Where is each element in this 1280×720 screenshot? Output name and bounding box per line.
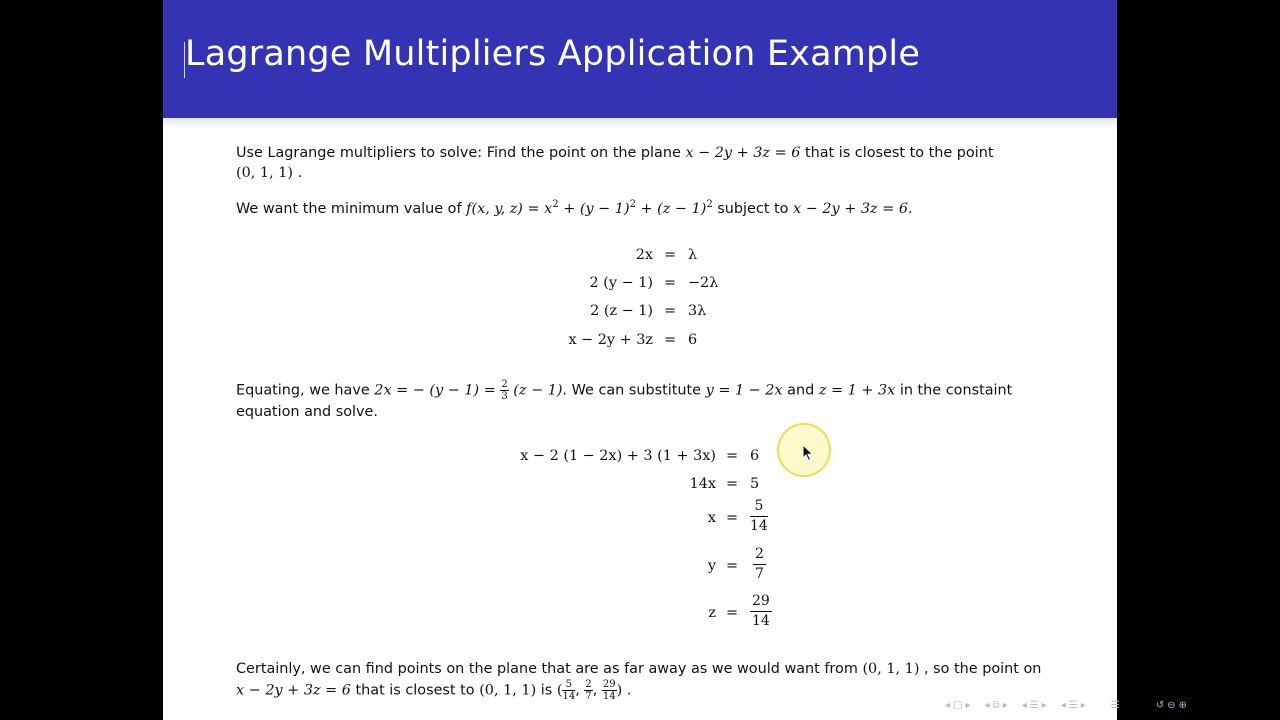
conclusion-plane: x − 2y + 3z = 6 xyxy=(236,682,351,699)
fraction-numerator: 5 xyxy=(750,498,768,517)
conclusion-paragraph: Certainly, we can find points on the plane that are as far away as we would want from (0, 1, 1) , so the point on x − 2y + 3z = 6 that is closest to (0, 1, 1) is ( $\frac{5}{14}$ , $\frac{2}{7}$ , $\frac{29}{14}$ ) . xyxy=(236,661,1042,702)
conclusion-mid: that is closest to xyxy=(355,682,475,699)
system-row xyxy=(163,247,1117,267)
fraction-denominator: 14 xyxy=(562,691,576,702)
solution-rhs: 6 xyxy=(750,448,760,464)
fraction-denominator: 7 xyxy=(585,691,592,702)
nav-prev-section-icon[interactable]: ◂ xyxy=(1060,700,1066,711)
solution-rhs: 5 xyxy=(750,476,760,492)
solution-row xyxy=(163,448,1117,468)
header-shadow xyxy=(163,118,1117,128)
fraction-numerator: 29 xyxy=(602,679,616,690)
objective-exp1: 2 xyxy=(552,199,559,210)
solution-lhs: x xyxy=(707,510,716,526)
fraction-denominator: 7 xyxy=(755,566,764,582)
conclusion-point2: (0, 1, 1) xyxy=(479,682,537,699)
equating-sub1: y = 1 − 2x xyxy=(705,382,783,399)
system-rel: = xyxy=(664,332,677,348)
nav-document-icon[interactable]: ☰ xyxy=(1110,700,1120,711)
objective-eq: = xyxy=(527,201,540,217)
problem-point: (0, 1, 1) xyxy=(236,165,293,181)
equating-tail: in the constaint xyxy=(899,382,1013,399)
system-lhs: 2x xyxy=(635,247,653,263)
equating-expr2: (z − 1) xyxy=(513,382,563,399)
solution-lhs: x − 2 (1 − 2x) + 3 (1 + 3x) xyxy=(520,448,716,464)
nav-zoom-out-icon[interactable]: ⊖ xyxy=(1167,700,1176,711)
system-rel: = xyxy=(664,275,677,291)
fraction-denominator: 14 xyxy=(752,613,770,629)
fraction-numerator: 5 xyxy=(562,679,575,691)
equating-lead: Equating, we have xyxy=(236,382,370,399)
nav-slide-icon[interactable]: □ xyxy=(953,700,963,711)
nav-zoom-in-icon[interactable]: ⊕ xyxy=(1178,700,1187,711)
solution-rel: = xyxy=(726,510,739,526)
solution-fraction xyxy=(750,498,768,535)
equating-sub2: z = 1 + 3x xyxy=(818,382,896,399)
objective-constraint: x − 2y + 3z = 6. xyxy=(793,201,913,217)
equating-expr1: 2x = − (y − 1) = xyxy=(374,382,496,399)
nav-prev-frame-icon[interactable]: ◂ xyxy=(984,700,990,711)
fraction-numerator: 2 xyxy=(753,546,766,565)
solution-rel: = xyxy=(726,448,739,464)
system-rel: = xyxy=(664,303,677,319)
system-row xyxy=(163,303,1117,323)
objective-fname: f xyxy=(466,201,472,217)
system-row xyxy=(163,275,1117,295)
system-rel: = xyxy=(664,247,677,263)
nav-next-section-icon[interactable]: ▸ xyxy=(1080,700,1086,711)
equating-paragraph xyxy=(236,379,1056,422)
problem-mid: that is closest to the point xyxy=(804,145,994,161)
equating-line2: equation and solve. xyxy=(236,404,378,420)
problem-statement xyxy=(236,143,1056,183)
conclusion-tail: , so the point on xyxy=(924,661,1042,677)
solution-row xyxy=(163,476,1117,496)
solution-row xyxy=(163,546,1117,582)
slide xyxy=(163,0,1187,720)
nav-back-icon[interactable]: ↺ xyxy=(1155,700,1165,711)
solution-lhs: 14x xyxy=(689,476,716,492)
answer-open-paren: ( xyxy=(556,682,563,699)
system-lhs: 2 (y − 1) xyxy=(589,275,653,291)
nav-section-icon[interactable]: ☰ xyxy=(1068,700,1078,711)
conclusion-end: . xyxy=(626,682,632,699)
conclusion-lead: Certainly, we can find points on the plane that are as far away as we would want from xyxy=(236,661,858,677)
beamer-navigation xyxy=(945,699,1187,713)
slide-header xyxy=(163,0,1117,118)
objective-exp2: 2 xyxy=(629,199,636,210)
nav-subsection-icon[interactable]: ☰ xyxy=(1029,700,1039,711)
conclusion-is: is xyxy=(540,682,553,699)
mouse-pointer-icon xyxy=(802,444,814,462)
answer-close-paren: ) xyxy=(616,682,623,699)
solution-rel: = xyxy=(726,558,739,574)
objective-lead: We want the minimum value of xyxy=(236,201,462,217)
solution-fraction xyxy=(750,593,772,630)
nav-frame-icon[interactable]: ⧉ xyxy=(992,700,1000,711)
answer-z-fraction xyxy=(602,679,617,702)
equating-mid: . We can substitute xyxy=(562,382,702,399)
fraction-denominator: 3 xyxy=(501,391,508,402)
nav-next-subsection-icon[interactable]: ▸ xyxy=(1041,700,1047,711)
fraction-numerator: 2 xyxy=(585,679,592,690)
conclusion-point: (0, 1, 1) xyxy=(862,661,920,677)
solution-rel: = xyxy=(726,476,739,492)
solution-lhs: z xyxy=(708,605,716,621)
system-lhs: x − 2y + 3z xyxy=(568,332,653,348)
equating-and: and xyxy=(787,382,815,399)
system-rhs: −2λ xyxy=(688,275,719,291)
nav-next-slide-icon[interactable]: ▸ xyxy=(965,700,971,711)
objective-mid: subject to xyxy=(717,201,789,217)
system-rhs: λ xyxy=(688,247,698,263)
objective-term2: + (y − 1) xyxy=(563,201,630,217)
objective-statement xyxy=(236,199,1056,219)
objective-term3: + (z − 1) xyxy=(640,201,707,217)
solution-rel: = xyxy=(726,605,739,621)
system-row xyxy=(163,332,1117,352)
problem-end: . xyxy=(297,165,303,181)
objective-exp3: 2 xyxy=(706,199,713,210)
system-rhs: 6 xyxy=(688,332,698,348)
fraction-denominator: 14 xyxy=(602,691,616,702)
objective-term1: x xyxy=(544,201,553,217)
slide-title: Lagrange Multipliers Application Example xyxy=(185,34,921,74)
problem-plane: x − 2y + 3z = 6 xyxy=(685,145,801,161)
answer-x-fraction xyxy=(562,679,575,702)
fraction-numerator: 29 xyxy=(750,593,772,612)
fraction-denominator: 14 xyxy=(750,518,768,534)
solution-row xyxy=(163,593,1117,629)
fraction-numerator: 2 xyxy=(501,379,508,390)
solution-lhs: y xyxy=(707,558,716,574)
equating-fraction xyxy=(500,379,508,402)
nav-prev-subsection-icon[interactable]: ◂ xyxy=(1021,700,1027,711)
nav-next-frame-icon[interactable]: ▸ xyxy=(1002,700,1008,711)
nav-prev-slide-icon[interactable]: ◂ xyxy=(945,700,951,711)
problem-lead: Use Lagrange multipliers to solve: Find the point on the plane xyxy=(236,145,681,161)
system-lhs: 2 (z − 1) xyxy=(590,303,653,319)
answer-y-fraction xyxy=(584,679,592,702)
solution-row xyxy=(163,498,1117,534)
solution-fraction xyxy=(753,546,766,583)
system-rhs: 3λ xyxy=(688,303,707,319)
objective-fargs: (x, y, z) xyxy=(471,201,523,217)
